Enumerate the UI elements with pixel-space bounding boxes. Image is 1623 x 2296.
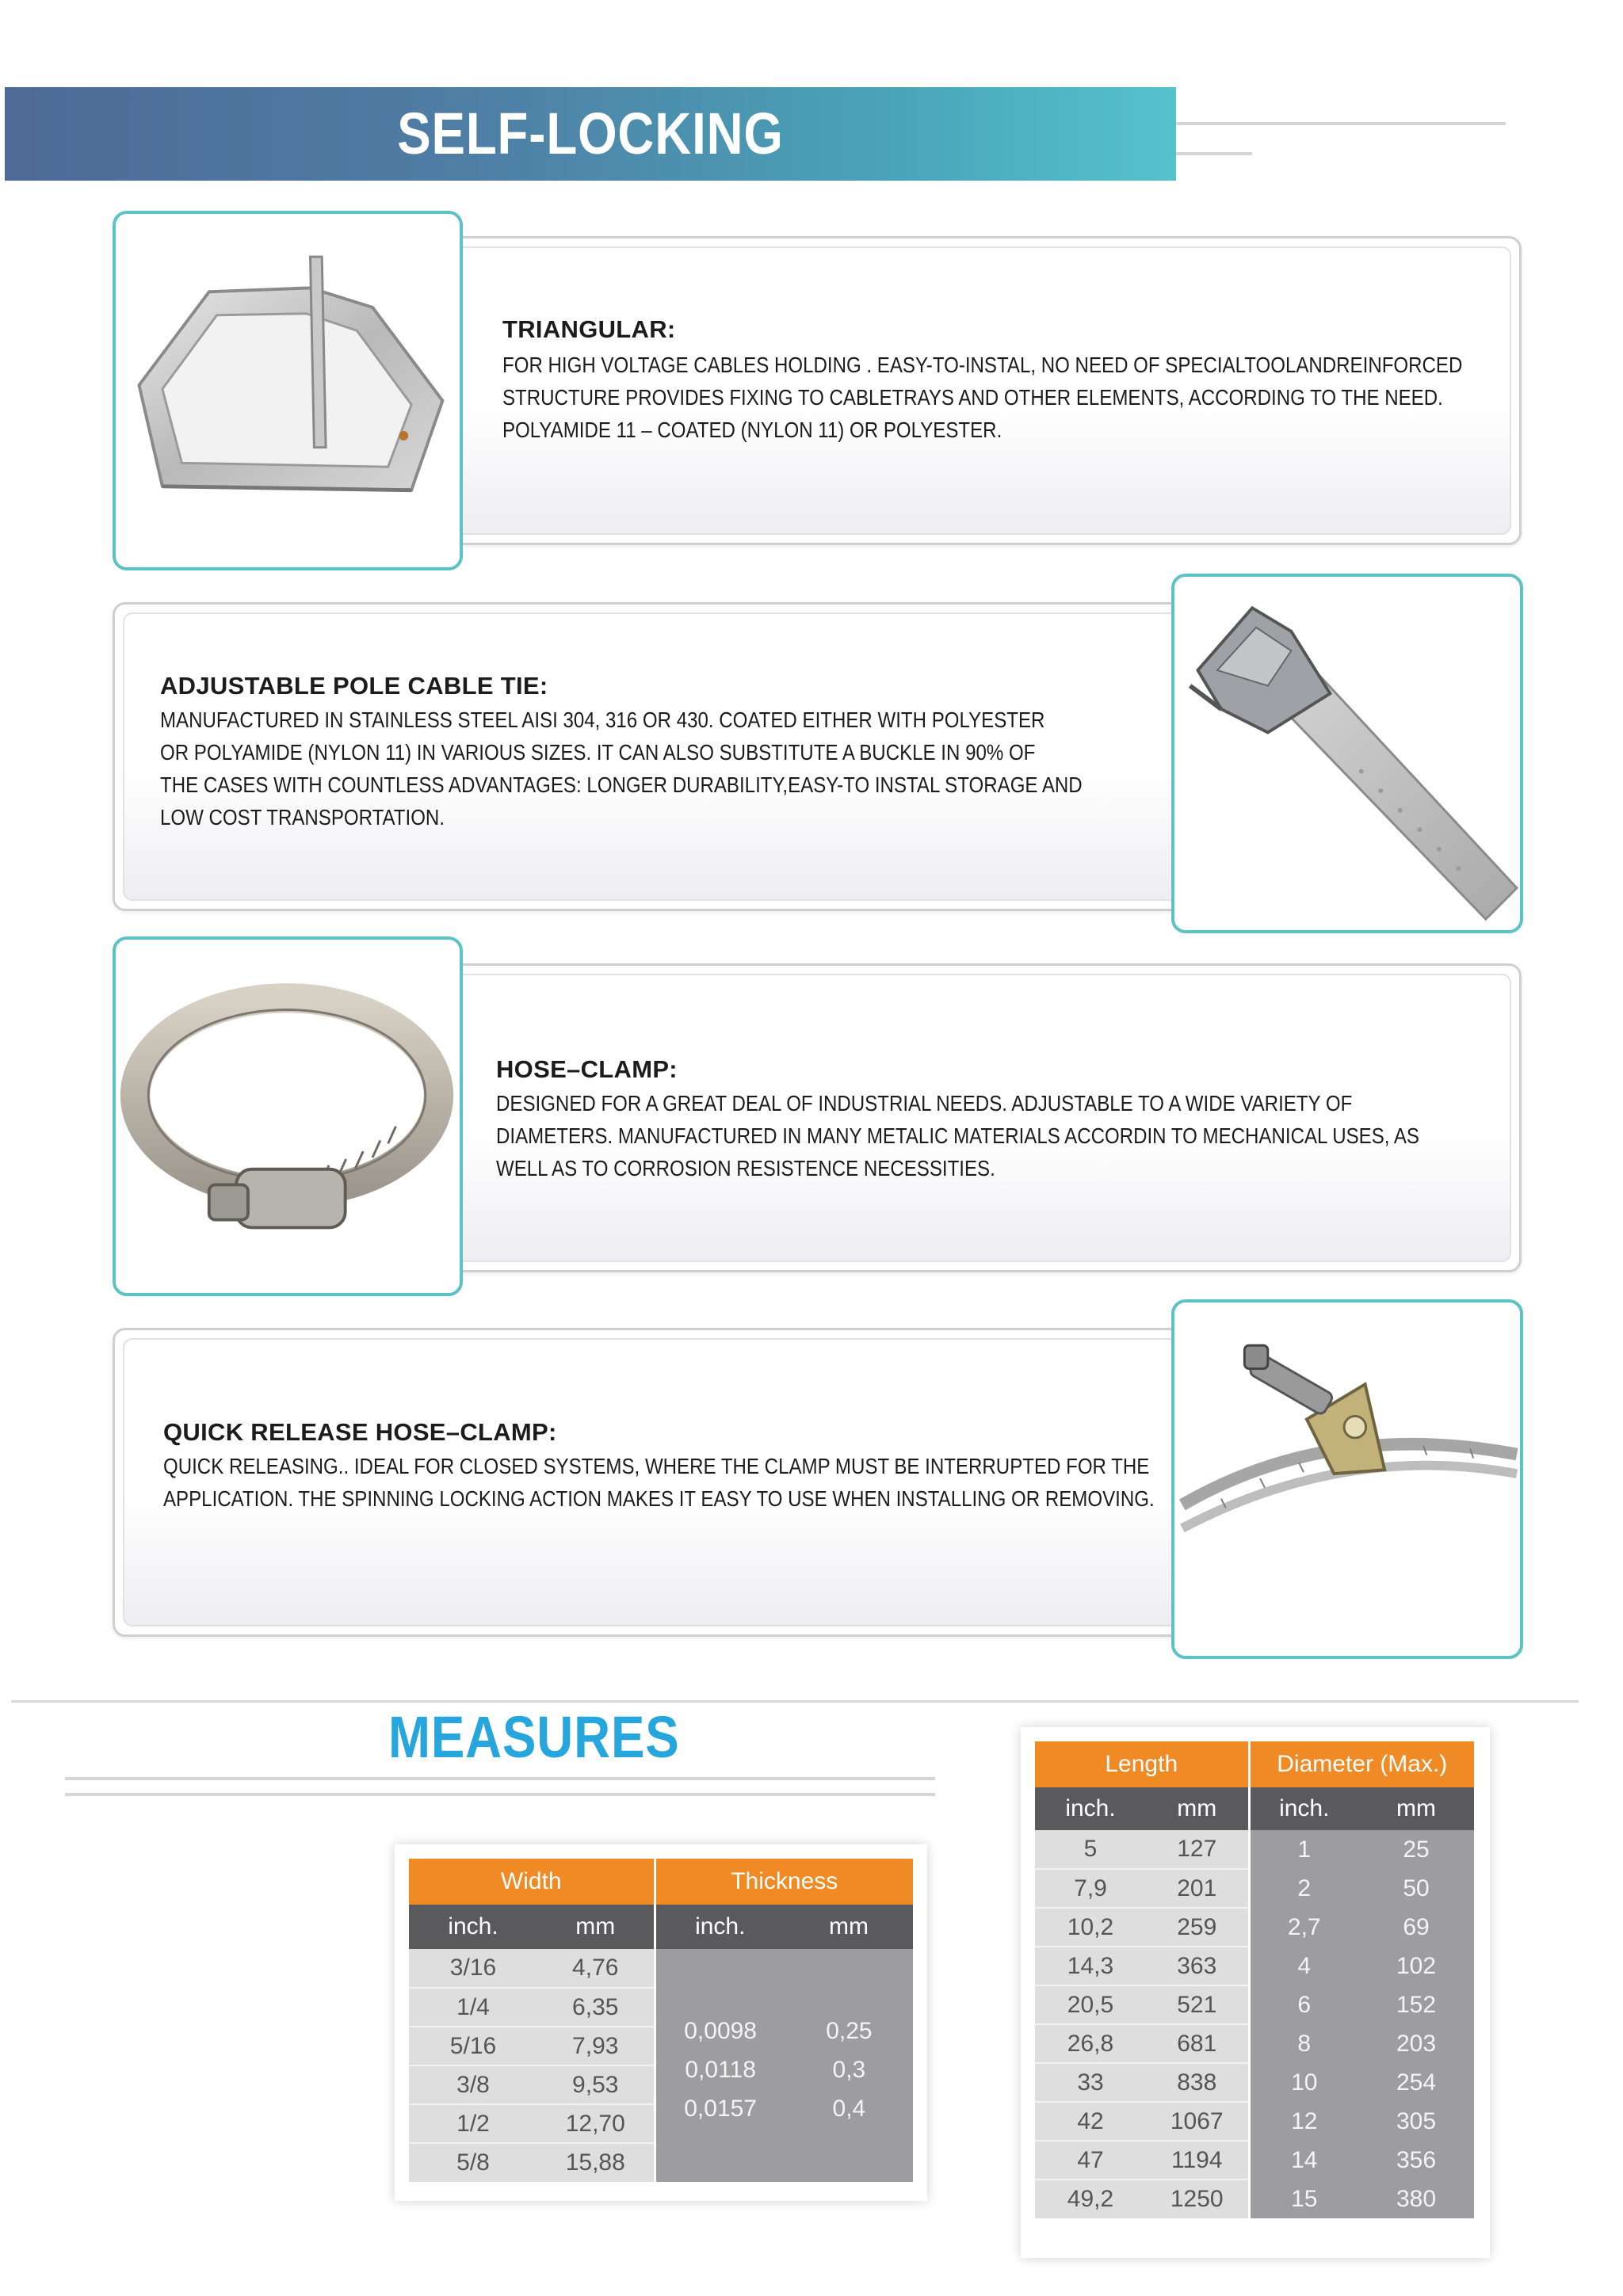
table-row: 5/16 7,93 xyxy=(409,2027,913,2065)
table-row: 49,2 1250 15 380 xyxy=(1035,2180,1474,2218)
header-banner xyxy=(5,87,1176,181)
subheader: mm xyxy=(1146,1787,1249,1830)
page-title: SELF-LOCKING xyxy=(397,101,784,166)
product-desc-triangular: FOR HIGH VOLTAGE CABLES HOLDING . EASY-TO-INSTAL, NO NEED OF SPECIALTOOLANDREINFORCED STRUCTURE PROVIDES FIXING TO CABLETRAYS AND OTHER ELEMENTS, ACCORDING TO THE NEED. POLYAMIDE 11 – COATED (NYLON 11) OR POLYESTER. xyxy=(502,353,1463,442)
quick-release-clamp-photo xyxy=(1171,1299,1523,1659)
measures-underline-2 xyxy=(65,1793,935,1796)
header-thickness: Thickness xyxy=(655,1859,913,1905)
hose-clamp-photo xyxy=(113,936,463,1296)
product-title-hose-clamp: HOSE–CLAMP: xyxy=(496,1055,678,1083)
section-divider xyxy=(11,1700,1579,1703)
subheader: inch. xyxy=(655,1905,785,1949)
table-row: 20,5 521 6 152 xyxy=(1035,1985,1474,2024)
measures-underline xyxy=(65,1777,935,1780)
header-diameter: Diameter (Max.) xyxy=(1249,1741,1474,1787)
measures-title: MEASURES xyxy=(388,1704,680,1770)
thickness-values: 0,0098 0,0118 0,0157 0,25 0,3 0,4 xyxy=(655,1949,913,2182)
triangular-clamp-icon xyxy=(116,214,460,567)
table-row: 3/8 9,53 xyxy=(409,2065,913,2104)
subheader: inch. xyxy=(1035,1787,1146,1830)
table-row: 14,3 363 4 102 xyxy=(1035,1947,1474,1985)
subheader: inch. xyxy=(409,1905,537,1949)
product-title-quick-release: QUICK RELEASE HOSE–CLAMP: xyxy=(163,1418,557,1446)
table-row: 3/16 4,76 0,0098 0,0118 0,0157 0,25 0,3 0,4 xyxy=(409,1949,913,1988)
table-row: 42 1067 12 305 xyxy=(1035,2102,1474,2141)
header-width: Width xyxy=(409,1859,655,1905)
pole-cable-tie-photo xyxy=(1171,574,1523,933)
subheader: mm xyxy=(785,1905,913,1949)
table-row: 5 127 1 25 xyxy=(1035,1830,1474,1869)
product-desc-hose-clamp: DESIGNED FOR A GREAT DEAL OF INDUSTRIAL NEEDS. ADJUSTABLE TO A WIDE VARIETY OF DIAMETERS. MANUFACTURED IN MANY METALIC MATERIALS ACCORDIN TO MECHANICAL USES, AS WELL AS TO CORROSION RESISTENCE NECESSITIES. xyxy=(496,1091,1419,1180)
triangular-clamp-photo xyxy=(113,211,463,570)
table-row: 10,2 259 2,7 69 xyxy=(1035,1908,1474,1947)
table-row: 7,9 201 2 50 xyxy=(1035,1869,1474,1908)
product-desc-quick-release: QUICK RELEASING.. IDEAL FOR CLOSED SYSTEMS, WHERE THE CLAMP MUST BE INTERRUPTED FOR THE APPLICATION. THE SPINNING LOCKING ACTION MAKES IT EASY TO USE WHEN INSTALLING OR REMOVING. xyxy=(163,1454,1155,1511)
subheader: inch. xyxy=(1249,1787,1358,1830)
length-diameter-table xyxy=(1035,1741,1474,2218)
product-title-pole-cable-tie: ADJUSTABLE POLE CABLE TIE: xyxy=(160,672,548,700)
pole-cable-tie-icon xyxy=(1174,577,1520,930)
header-divider-long xyxy=(1176,122,1506,125)
header-divider-short xyxy=(1176,152,1252,155)
quick-release-clamp-icon xyxy=(1174,1302,1520,1656)
table-row: 47 1194 14 356 xyxy=(1035,2141,1474,2180)
table-row: 5/8 15,88 xyxy=(409,2143,913,2182)
table-row: 26,8 681 8 203 xyxy=(1035,2024,1474,2063)
table-row: 1/2 12,70 xyxy=(409,2104,913,2143)
hose-clamp-icon xyxy=(116,940,460,1293)
subheader: mm xyxy=(537,1905,655,1949)
table-row: 1/4 6,35 xyxy=(409,1988,913,2027)
header-length: Length xyxy=(1035,1741,1249,1787)
width-thickness-table xyxy=(409,1859,913,2182)
table-row: 33 838 10 254 xyxy=(1035,2063,1474,2102)
product-title-triangular: TRIANGULAR: xyxy=(502,315,676,343)
subheader: mm xyxy=(1358,1787,1474,1830)
product-desc-pole-cable-tie: MANUFACTURED IN STAINLESS STEEL AISI 304, 316 OR 430. COATED EITHER WITH POLYESTER OR POLYAMIDE (NYLON 11) IN VARIOUS SIZES. IT CAN ALSO SUBSTITUTE A BUCKLE IN 90% OF THE CASES WITH COUNTLESS ADVANTAGES: LONGER DURABILITY,EASY-TO INSTAL STORAGE AND LOW COST TRANSPORTATION. xyxy=(160,707,1083,830)
